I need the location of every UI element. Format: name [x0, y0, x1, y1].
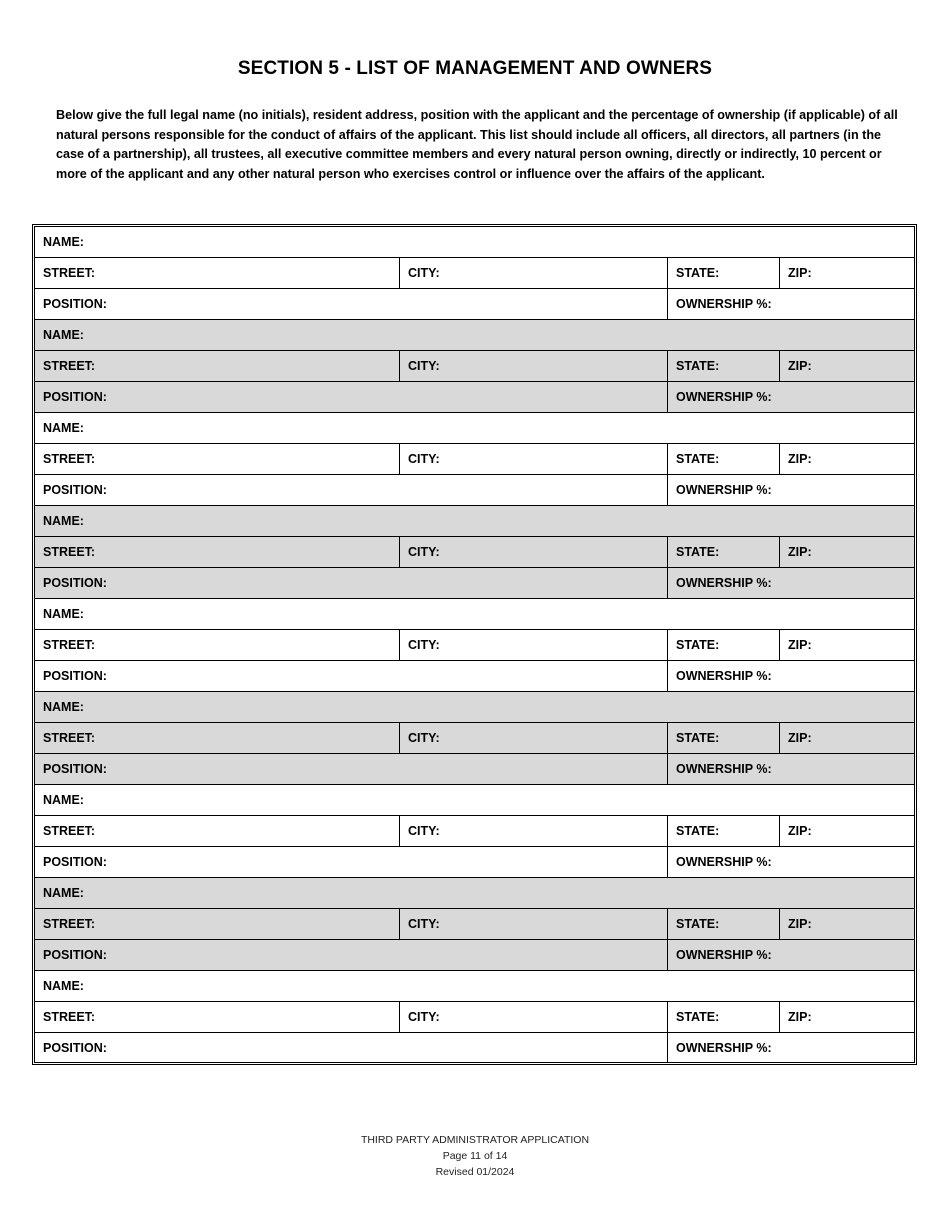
address-row: [35, 629, 914, 660]
position-field[interactable]: [35, 382, 667, 412]
city-label: CITY:: [408, 266, 440, 280]
person-entry: [35, 412, 914, 505]
state-field[interactable]: [667, 630, 779, 660]
name-field[interactable]: [35, 320, 914, 350]
city-label: CITY:: [408, 545, 440, 559]
name-label: NAME:: [43, 421, 84, 435]
state-label: STATE:: [676, 638, 720, 652]
street-field[interactable]: [35, 816, 399, 846]
street-label: STREET:: [43, 638, 96, 652]
name-row: [35, 785, 914, 815]
state-label: STATE:: [676, 266, 720, 280]
name-row: [35, 599, 914, 629]
name-row: [35, 413, 914, 443]
city-field[interactable]: [399, 444, 667, 474]
state-field[interactable]: [667, 537, 779, 567]
zip-field[interactable]: [779, 723, 914, 753]
street-label: STREET:: [43, 452, 96, 466]
state-label: STATE:: [676, 545, 720, 559]
position-row: [35, 846, 914, 877]
ownership-label: OWNERSHIP %:: [676, 762, 772, 776]
position-row: [35, 474, 914, 505]
city-field[interactable]: [399, 816, 667, 846]
zip-field[interactable]: [779, 630, 914, 660]
position-label: POSITION:: [43, 576, 107, 590]
state-field[interactable]: [667, 723, 779, 753]
zip-label: ZIP:: [788, 917, 812, 931]
city-label: CITY:: [408, 731, 440, 745]
state-field[interactable]: [667, 1002, 779, 1032]
zip-field[interactable]: [779, 444, 914, 474]
ownership-field[interactable]: [667, 847, 914, 877]
name-field[interactable]: [35, 506, 914, 536]
name-field[interactable]: [35, 599, 914, 629]
ownership-label: OWNERSHIP %:: [676, 576, 772, 590]
city-field[interactable]: [399, 630, 667, 660]
state-field[interactable]: [667, 351, 779, 381]
zip-label: ZIP:: [788, 359, 812, 373]
footer-revision: Revised 01/2024: [435, 1166, 515, 1178]
city-label: CITY:: [408, 638, 440, 652]
person-entry: [35, 784, 914, 877]
ownership-label: OWNERSHIP %:: [676, 948, 772, 962]
name-field[interactable]: [35, 692, 914, 722]
name-label: NAME:: [43, 886, 84, 900]
position-row: [35, 288, 914, 319]
footer-form-title: THIRD PARTY ADMINISTRATOR APPLICATION: [360, 1134, 590, 1146]
zip-field[interactable]: [779, 1002, 914, 1032]
ownership-field[interactable]: [667, 661, 914, 691]
street-field[interactable]: [35, 630, 399, 660]
zip-label: ZIP:: [788, 638, 812, 652]
street-field[interactable]: [35, 444, 399, 474]
position-field[interactable]: [35, 1033, 667, 1062]
zip-label: ZIP:: [788, 1010, 812, 1024]
state-field[interactable]: [667, 444, 779, 474]
street-label: STREET:: [43, 824, 96, 838]
position-label: POSITION:: [43, 390, 107, 404]
street-label: STREET:: [43, 731, 96, 745]
position-field[interactable]: [35, 475, 667, 505]
position-label: POSITION:: [43, 669, 107, 683]
state-field[interactable]: [667, 816, 779, 846]
city-field[interactable]: [399, 351, 667, 381]
ownership-label: OWNERSHIP %:: [676, 483, 772, 497]
position-field[interactable]: [35, 847, 667, 877]
zip-field[interactable]: [779, 537, 914, 567]
address-row: [35, 815, 914, 846]
person-entry: [35, 970, 914, 1062]
person-entry: [35, 691, 914, 784]
city-field[interactable]: [399, 909, 667, 939]
zip-label: ZIP:: [788, 452, 812, 466]
person-entry: [35, 877, 914, 970]
name-row: [35, 227, 914, 257]
zip-label: ZIP:: [788, 545, 812, 559]
position-row: [35, 1032, 914, 1062]
city-label: CITY:: [408, 917, 440, 931]
position-row: [35, 753, 914, 784]
ownership-label: OWNERSHIP %:: [676, 297, 772, 311]
ownership-label: OWNERSHIP %:: [676, 390, 772, 404]
ownership-label: OWNERSHIP %:: [676, 669, 772, 683]
city-label: CITY:: [408, 824, 440, 838]
ownership-field[interactable]: [667, 1033, 914, 1062]
name-label: NAME:: [43, 235, 84, 249]
street-label: STREET:: [43, 359, 96, 373]
position-label: POSITION:: [43, 483, 107, 497]
position-field[interactable]: [35, 568, 667, 598]
name-label: NAME:: [43, 979, 84, 993]
name-field[interactable]: [35, 227, 914, 257]
position-row: [35, 660, 914, 691]
city-field[interactable]: [399, 1002, 667, 1032]
city-field[interactable]: [399, 723, 667, 753]
state-field[interactable]: [667, 909, 779, 939]
state-label: STATE:: [676, 917, 720, 931]
position-label: POSITION:: [43, 762, 107, 776]
state-label: STATE:: [676, 359, 720, 373]
street-label: STREET:: [43, 266, 96, 280]
zip-field[interactable]: [779, 351, 914, 381]
ownership-field[interactable]: [667, 475, 914, 505]
name-field[interactable]: [35, 878, 914, 908]
person-entry: [35, 598, 914, 691]
zip-label: ZIP:: [788, 731, 812, 745]
street-label: STREET:: [43, 545, 96, 559]
address-row: [35, 443, 914, 474]
address-row: [35, 257, 914, 288]
ownership-field[interactable]: [667, 754, 914, 784]
name-label: NAME:: [43, 607, 84, 621]
position-row: [35, 939, 914, 970]
management-owners-table: [32, 224, 917, 1065]
ownership-field[interactable]: [667, 289, 914, 319]
name-field[interactable]: [35, 971, 914, 1001]
name-row: [35, 320, 914, 350]
position-label: POSITION:: [43, 948, 107, 962]
position-field[interactable]: [35, 754, 667, 784]
position-field[interactable]: [35, 940, 667, 970]
street-field[interactable]: [35, 1002, 399, 1032]
street-field[interactable]: [35, 258, 399, 288]
street-field[interactable]: [35, 723, 399, 753]
city-field[interactable]: [399, 537, 667, 567]
address-row: [35, 722, 914, 753]
ownership-label: OWNERSHIP %:: [676, 1040, 772, 1055]
instructions-paragraph: Below give the full legal name (no initials), resident address, position with the applicant and the percentage of ownership (if applicable) of all natural persons responsible for the conduct of affairs of the applicant. This list should include all officers, all directors, all partners (in the case of a partnership), all trustees, all executive committee members and every natural person owning, directly or indirectly, 10 percent or more of the applicant and any other natural person who exercises control or influence over the affairs of the applicant.: [56, 108, 898, 181]
position-field[interactable]: [35, 289, 667, 319]
ownership-label: OWNERSHIP %:: [676, 855, 772, 869]
state-label: STATE:: [676, 452, 720, 466]
zip-label: ZIP:: [788, 266, 812, 280]
ownership-field[interactable]: [667, 568, 914, 598]
street-label: STREET:: [43, 1010, 96, 1024]
position-label: POSITION:: [43, 855, 107, 869]
name-label: NAME:: [43, 793, 84, 807]
state-label: STATE:: [676, 824, 720, 838]
name-row: [35, 692, 914, 722]
person-entry: [35, 227, 914, 319]
zip-label: ZIP:: [788, 824, 812, 838]
position-field[interactable]: [35, 661, 667, 691]
footer-page-number: Page 11 of 14: [442, 1150, 508, 1162]
name-label: NAME:: [43, 700, 84, 714]
street-field[interactable]: [35, 909, 399, 939]
state-field[interactable]: [667, 258, 779, 288]
position-row: [35, 381, 914, 412]
page-footer: [0, 1132, 950, 1180]
address-row: [35, 908, 914, 939]
person-entry: [35, 505, 914, 598]
city-field[interactable]: [399, 258, 667, 288]
name-field[interactable]: [35, 413, 914, 443]
city-label: CITY:: [408, 1010, 440, 1024]
zip-field[interactable]: [779, 258, 914, 288]
ownership-field[interactable]: [667, 940, 914, 970]
city-label: CITY:: [408, 359, 440, 373]
person-entry: [35, 319, 914, 412]
state-label: STATE:: [676, 731, 720, 745]
street-label: STREET:: [43, 917, 96, 931]
name-row: [35, 878, 914, 908]
street-field[interactable]: [35, 537, 399, 567]
name-label: NAME:: [43, 514, 84, 528]
position-row: [35, 567, 914, 598]
ownership-field[interactable]: [667, 382, 914, 412]
city-label: CITY:: [408, 452, 440, 466]
name-field[interactable]: [35, 785, 914, 815]
name-row: [35, 506, 914, 536]
state-label: STATE:: [676, 1010, 720, 1024]
address-row: [35, 536, 914, 567]
zip-field[interactable]: [779, 909, 914, 939]
address-row: [35, 1001, 914, 1032]
zip-field[interactable]: [779, 816, 914, 846]
page-title: SECTION 5 - LIST OF MANAGEMENT AND OWNERS: [237, 58, 713, 79]
name-label: NAME:: [43, 328, 84, 342]
address-row: [35, 350, 914, 381]
name-row: [35, 971, 914, 1001]
street-field[interactable]: [35, 351, 399, 381]
position-label: POSITION:: [43, 297, 107, 311]
position-label: POSITION:: [43, 1040, 107, 1055]
